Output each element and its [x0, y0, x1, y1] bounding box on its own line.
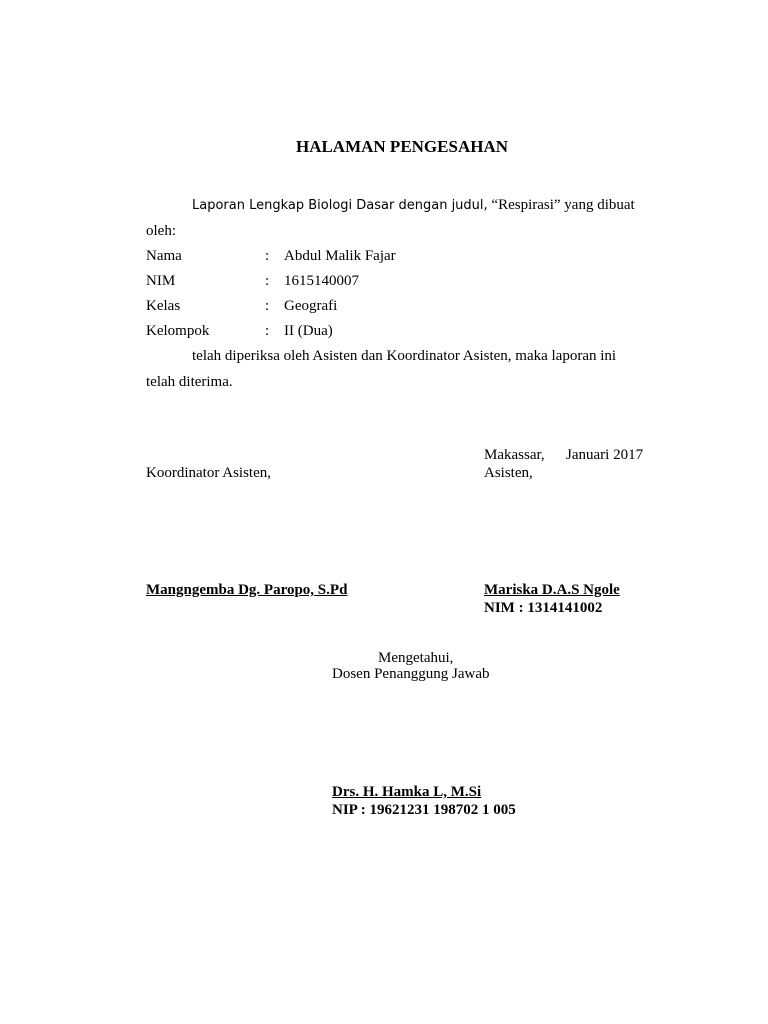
field-colon: : [265, 248, 270, 264]
right-signer-id: NIM : 1314141002 [484, 600, 603, 616]
statement-line-1: telah diperiksa oleh Asisten dan Koordinator Asisten, maka laporan ini [192, 348, 617, 364]
lecturer-id: NIP : 19621231 198702 1 005 [332, 802, 516, 818]
intro-text-part1: Laporan Lengkap Biologi Dasar dengan judul, [192, 198, 488, 213]
right-signer-name: Mariska D.A.S Ngole [484, 582, 620, 598]
statement-line-2: telah diterima. [146, 374, 233, 390]
field-value-nim: 1615140007 [284, 273, 359, 289]
left-role-label: Koordinator Asisten, [146, 465, 271, 481]
intro-line-2: oleh: [146, 223, 176, 239]
acknowledge-line-2: Dosen Penanggung Jawab [332, 666, 490, 682]
field-colon: : [265, 298, 270, 314]
lecturer-name: Drs. H. Hamka L, M.Si [332, 784, 482, 800]
right-role-label: Asisten, [484, 465, 533, 481]
place-label: Makassar, [484, 447, 545, 463]
field-value-kelompok: II (Dua) [284, 323, 333, 339]
intro-line-1 [192, 196, 635, 215]
page-title: HALAMAN PENGESAHAN [295, 137, 509, 156]
intro-text-part2: “Respirasi” yang dibuat [487, 197, 635, 213]
field-colon: : [265, 273, 270, 289]
date-label: Januari 2017 [566, 447, 644, 463]
field-value-kelas: Geografi [284, 298, 338, 314]
field-label-kelas: Kelas [146, 298, 181, 314]
field-label-kelompok: Kelompok [146, 323, 210, 339]
field-colon: : [265, 323, 270, 339]
acknowledge-line-1: Mengetahui, [378, 650, 454, 666]
field-label-nama: Nama [146, 248, 182, 264]
field-value-nama: Abdul Malik Fajar [284, 248, 396, 264]
left-signer-name: Mangngemba Dg. Paropo, S.Pd [146, 582, 348, 598]
field-label-nim: NIM [146, 273, 176, 289]
